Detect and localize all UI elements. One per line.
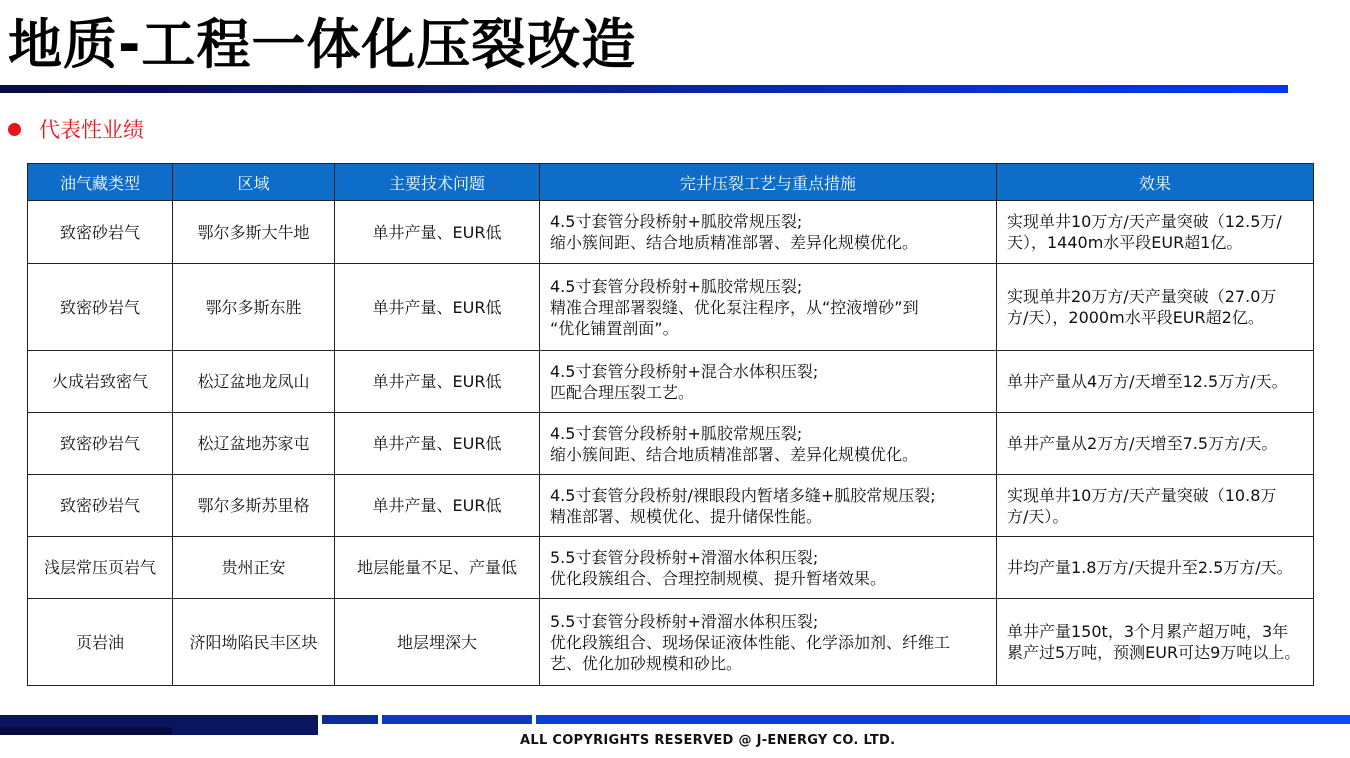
measures-line: 缩小簇间距、结合地质精准部署、差异化规模优化。 [550,444,919,464]
effect-line: 单井产量从4万方/天增至12.5万方/天。 [1007,372,1288,391]
footer-decoration-bar [0,715,1350,735]
problem-cell: 单井产量、EUR低 [335,201,540,264]
table-row [28,599,1314,686]
effect-cell [997,475,1314,537]
column-header: 区域 [173,164,335,201]
effect-line: 实现单井20万方/天产量突破（27.0万 [1007,287,1277,306]
measures-line: 艺、优化加砂规模和砂比。 [550,653,743,673]
reservoir-type-cell: 致密砂岩气 [28,413,173,475]
measures-cell [540,475,997,537]
problem-cell: 地层埋深大 [335,599,540,686]
measures-line: 5.5寸套管分段桥射+滑溜水体积压裂; [550,547,819,567]
problem-cell: 地层能量不足、产量低 [335,537,540,599]
measures-line: 优化段簇组合、现场保证液体性能、化学添加剂、纤维工 [550,632,951,652]
effect-cell [997,599,1314,686]
page-title: 地质-工程一体化压裂改造 [8,13,637,76]
measures-cell [540,413,997,475]
column-header: 油气藏类型 [28,164,173,201]
measures-line: 5.5寸套管分段桥射+滑溜水体积压裂; [550,611,819,631]
section-heading [8,114,144,144]
problem-cell: 单井产量、EUR低 [335,475,540,537]
footer-bar-segment [382,715,532,724]
region-cell: 贵州正安 [173,537,335,599]
region-cell: 松辽盆地龙凤山 [173,351,335,413]
effect-line: 方/天）。 [1007,506,1069,526]
table-row [28,264,1314,351]
reservoir-type-cell: 致密砂岩气 [28,264,173,351]
problem-cell: 单井产量、EUR低 [335,413,540,475]
effect-cell [997,351,1314,413]
measures-line: 精准部署、规模优化、提升储保性能。 [550,506,823,526]
column-header: 主要技术问题 [335,164,540,201]
table-row [28,413,1314,475]
problem-cell: 单井产量、EUR低 [335,264,540,351]
table-row [28,201,1314,264]
effect-cell [997,201,1314,264]
measures-cell [540,351,997,413]
effect-line: 井均产量1.8万方/天提升至2.5万方/天。 [1007,558,1293,577]
region-cell: 鄂尔多斯苏里格 [173,475,335,537]
effect-line: 实现单井10万方/天产量突破（10.8万 [1007,485,1277,505]
reservoir-type-cell: 浅层常压页岩气 [28,537,173,599]
bullet-dot-icon [8,123,21,136]
measures-line: 4.5寸套管分段桥射+胍胶常规压裂; [550,276,803,296]
reservoir-type-cell: 页岩油 [28,599,173,686]
effect-cell [997,413,1314,475]
reservoir-type-cell: 致密砂岩气 [28,201,173,264]
footer-bar-segment [322,715,378,724]
table-row [28,351,1314,413]
measures-line: 精准合理部署裂缝、优化泵注程序，从“控液增砂”到 [550,297,919,317]
measures-line: 缩小簇间距、结合地质精准部署、差异化规模优化。 [550,233,919,252]
measures-line: 4.5寸套管分段桥射+胍胶常规压裂; [550,212,803,231]
table-row [28,537,1314,599]
effect-cell [997,264,1314,351]
title-divider [0,85,1288,93]
column-header: 完井压裂工艺与重点措施 [540,164,997,201]
measures-cell [540,264,997,351]
problem-cell: 单井产量、EUR低 [335,351,540,413]
measures-line: 4.5寸套管分段桥射+混合水体积压裂; [550,361,819,381]
region-cell: 济阳坳陷民丰区块 [173,599,335,686]
table-row [28,475,1314,537]
footer-bar-segment [1200,715,1350,724]
footer-bar-segment [536,715,1200,724]
effect-line: 累产过5万吨，预测EUR可达9万吨以上。 [1007,643,1301,662]
column-header: 效果 [997,164,1314,201]
effect-line: 实现单井10万方/天产量突破（12.5万/ [1007,212,1282,231]
measures-line: 优化段簇组合、合理控制规模、提升暂堵效果。 [550,568,887,588]
region-cell: 松辽盆地苏家屯 [173,413,335,475]
performance-table [27,163,1314,686]
measures-cell [540,599,997,686]
reservoir-type-cell: 火成岩致密气 [28,351,173,413]
section-title: 代表性业绩 [39,118,144,142]
effect-cell [997,537,1314,599]
measures-line: 4.5寸套管分段桥射/裸眼段内暂堵多缝+胍胶常规压裂; [550,485,936,505]
region-cell: 鄂尔多斯大牛地 [173,201,335,264]
measures-line: 匹配合理压裂工艺。 [550,382,695,402]
measures-cell [540,537,997,599]
copyright-footer: ALL COPYRIGHTS RESERVED @ J-ENERGY CO. LTD. [520,733,896,748]
footer-bar-segment [0,727,172,735]
effect-line: 单井产量150t，3个月累产超万吨，3年 [1007,622,1289,641]
measures-line: “优化铺置剖面”。 [550,318,679,338]
region-cell: 鄂尔多斯东胜 [173,264,335,351]
table-header-row [28,164,1314,201]
reservoir-type-cell: 致密砂岩气 [28,475,173,537]
measures-cell [540,201,997,264]
effect-line: 方/天），2000m水平段EUR超2亿。 [1007,308,1264,327]
measures-line: 4.5寸套管分段桥射+胍胶常规压裂; [550,423,803,443]
effect-line: 天），1440m水平段EUR超1亿。 [1007,233,1243,252]
effect-line: 单井产量从2万方/天增至7.5万方/天。 [1007,434,1278,453]
